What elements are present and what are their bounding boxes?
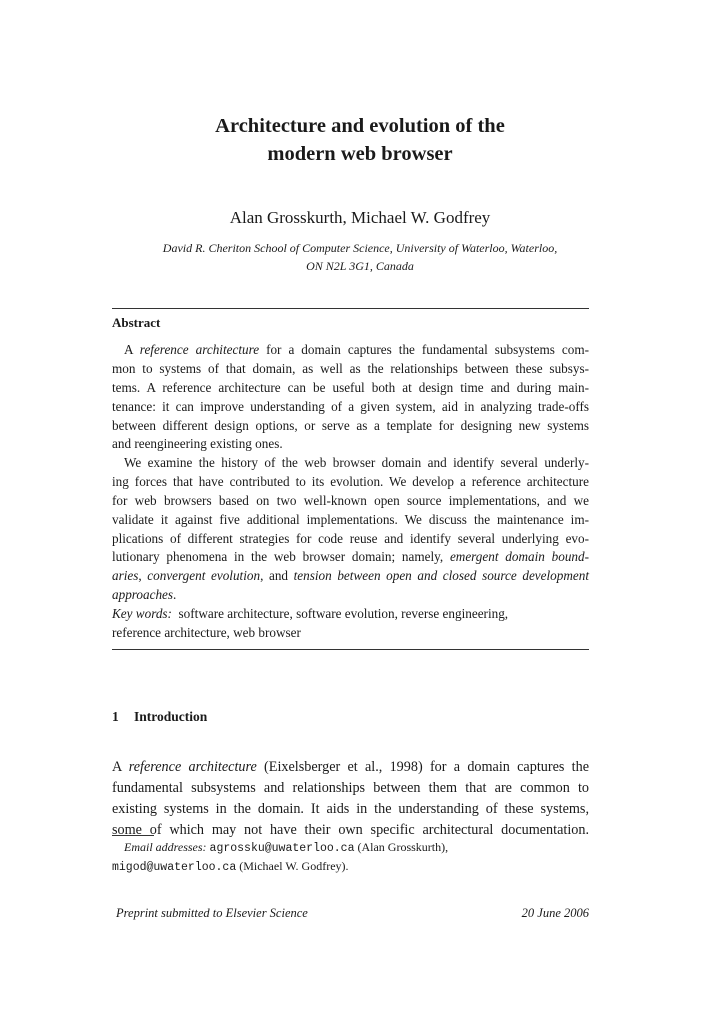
- footer-date: 20 June 2006: [521, 906, 589, 920]
- affiliation: [0, 239, 720, 275]
- keywords-line-2: reference architecture, web browser: [112, 624, 301, 640]
- abstract-p2-line: validate it against five additional implementations. We discuss the maintenance im-: [112, 511, 589, 527]
- section-title: Introduction: [134, 709, 208, 724]
- abstract-p1-line: between different design options, or serve as a template for designing new systems: [112, 417, 589, 433]
- footnote-label: Email addresses:: [124, 840, 207, 854]
- intro-line: some of which may not have their own specific architectural documentation.: [112, 822, 589, 838]
- section-number: 1: [112, 709, 119, 724]
- footer-preprint: Preprint submitted to Elsevier Science: [116, 906, 308, 920]
- abstract-heading: Abstract: [112, 315, 161, 330]
- abstract-p1-line: and reengineering existing ones.: [112, 436, 283, 452]
- abstract-p1-line: A reference architecture for a domain captures the fundamental subsystems com-: [124, 342, 589, 357]
- intro-line: fundamental subsystems and relationships between them that are common to: [112, 780, 589, 796]
- intro-line: existing systems in the domain. It aids in the understanding of these systems,: [112, 801, 589, 817]
- abstract-p2-line: We examine the history of the web browser domain and identify several underly-: [124, 455, 589, 470]
- keywords-line-1: Key words: software architecture, software evolution, reverse engineering,: [112, 606, 509, 621]
- abstract-p1-line: tenance: it can improve understanding of a given system, aid in analyzing trade-offs: [112, 398, 589, 414]
- footnote-rule: [112, 835, 154, 836]
- abstract-bottom-rule: [112, 649, 589, 650]
- abstract-p1-line: mon to systems of that domain, as well as the relationships between these subsys-: [112, 360, 589, 376]
- intro-paragraph: [112, 757, 589, 841]
- abstract-p2-line: approaches.: [112, 587, 177, 603]
- keywords: [112, 605, 589, 643]
- abstract-p2-line: lutionary phenomena in the web browser domain; namely, emergent domain bound-: [112, 549, 589, 565]
- title-line-1: Architecture and evolution of the: [215, 115, 505, 137]
- abstract-p1-line: tems. A reference architecture can be useful both at design time and during main-: [112, 379, 589, 395]
- abstract-top-rule: [112, 308, 589, 309]
- abstract-p2-line: ing forces that have contributed to its evolution. We develop a reference architecture: [112, 473, 589, 489]
- abstract-paragraph-1: [112, 341, 589, 454]
- email-link-2[interactable]: migod@uwaterloo.ca: [112, 861, 237, 874]
- paper-title: [0, 112, 720, 168]
- section-heading: [112, 709, 207, 725]
- title-line-2: modern web browser: [267, 143, 453, 165]
- footnote-line-2: migod@uwaterloo.ca (Michael W. Godfrey).: [112, 859, 349, 874]
- abstract-paragraph-2: [112, 454, 589, 605]
- footnote-line-1: Email addresses: agrossku@uwaterloo.ca (Alan Grosskurth),: [124, 840, 449, 855]
- authors: Alan Grosskurth, Michael W. Godfrey: [229, 208, 491, 227]
- abstract-p2-line: aries, convergent evolution, and tension between open and closed source development: [112, 568, 589, 584]
- footnote: [112, 838, 589, 876]
- affiliation-line-2: ON N2L 3G1, Canada: [306, 259, 414, 273]
- abstract-p2-line: plications of different strategies for code reuse and identify several underlying evo-: [112, 530, 589, 546]
- keywords-label: Key words:: [112, 606, 172, 621]
- affiliation-line-1: David R. Cheriton School of Computer Science, University of Waterloo, Waterloo,: [162, 241, 558, 255]
- email-link-1[interactable]: agrossku@uwaterloo.ca: [209, 842, 355, 855]
- abstract-p2-line: for web browsers based on two well-known open source implementations, and we: [112, 492, 589, 508]
- intro-line: A reference architecture (Eixelsberger et al., 1998) for a domain captures the: [112, 759, 590, 775]
